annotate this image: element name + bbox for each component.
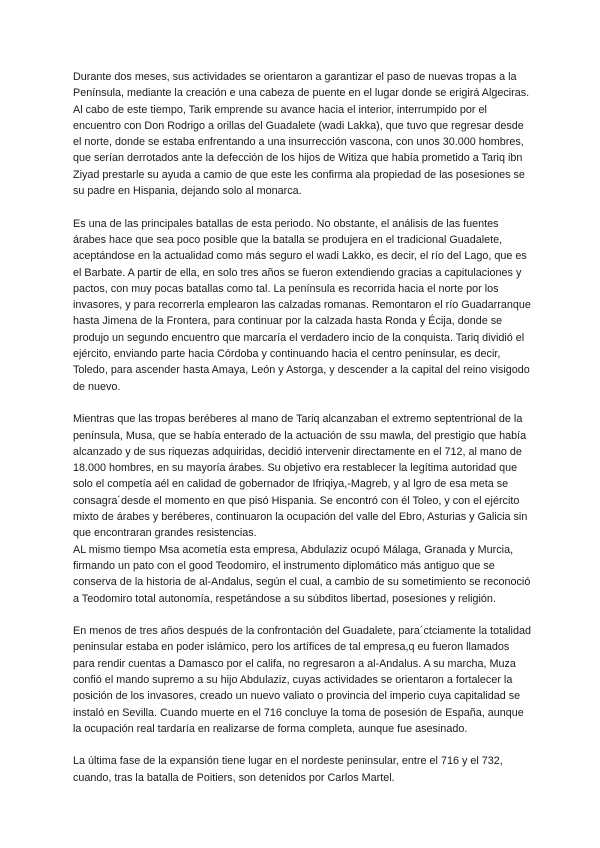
paragraph-final-phase: La última fase de la expansión tiene lugar en el nordeste peninsular, entre el 716 y el 732, cuando, tras la batalla de Poitiers, son detenidos por Carlos Martel. (73, 755, 503, 784)
paragraph-islamic-control: En menos de tres años después de la confrontación del Guadalete, para´ctciamente la totalidad peninsular estaba en poder islámico, pero los artífices de tal empresa,q eu fueron llamados para rendir cuentas a Damasco por el califa, no regresaron a al-Andalus. A su marcha, Muza confió el mando supremo a su hijo Abdulaziz, cuyas actividades se orientaron a fortalecer la posición de los invasores, creado un nuevo valiato o provincia del imperio cuya capitalidad se instaló en Sevilla. Cuando muerte en el 716 concluye la toma de posesión de España, aunque la ocupación real tardaría en realizarse de forma completa, aunque fue asesinado. (73, 625, 531, 735)
paragraph-conquest-start: Durante dos meses, sus actividades se orientaron a garantizar el paso de nuevas tropas a la Península, mediante la creación e una cabeza de puente en el lugar donde se erigirá Algeciras. Al cabo de este tiempo, Tarik emprende su avance hacia el interior, interrumpido por el encuentro con Don Rodrigo a orillas del Guadalete (wadi Lakka), que tuvo que regresar desde el norte, donde se estaba enfrentando a una insurrección vascona, con unos 30.000 hombres, que serían derrotados ante la defección de los hijos de Witiza que había prometido a Tariq ibn Ziyad prestarle su ayuda a camio de que este les confirma ala propiedad de las posesiones se su padre en Hispania, dejando solo al monarca. (73, 71, 530, 198)
document-body (73, 69, 533, 802)
paragraph-musa-intervention: Mientras que las tropas beréberes al mano de Tariq alcanzaban el extremo septentrional de la península, Musa, que se había enterado de la actuación de ssu mawla, del prestigio que había alcanzado y de sus riquezas adquiridas, decidió intervenir directamente en el 712, al mano de 18.000 hombres, en su mayoría árabes. Su objetivo era restablecer la legítima autoridad que solo el competía aél en calidad de gobernador de Ifriqiya,-Magreb, y al lgro de esa meta se consagra´desde el momento en que pisó Hispania. Se encontró con él Toleo, y con el ejército mixto de árabes y beréberes, continuaron la ocupación del valle del Ebro, Asturias y Galicia sin que encontraran grandes resistencias. AL mismo tiempo Msa acometía esta empresa, Abdulaziz ocupó Málaga, Granada y Murcia, firmando un pato con el good Teodomiro, el instrumento diplomático más antiguo que se conserva de la historia de al-Andalus, según el cual, a cambio de su sometimiento se reconoció a Teodomiro total autonomía, respetándose a su súbditos libertad, posesiones y religión. (73, 413, 531, 605)
paragraph-battle-analysis: Es una de las principales batallas de esta periodo. No obstante, el análisis de las fuentes árabes hace que sea poco posible que la batalla se produjera en el tradicional Guadalete, aceptándose en la actualidad como más seguro el wadi Lakko, es decir, el río del Lago, que es el Barbate. A partir de ella, en solo tres años se fueron extendiendo gracias a capitulaciones y pactos, con muy pocas batallas como tal. La península es recorrida hacia el norte por los invasores, y para recorrerla emplearon las calzadas romanas. Remontaron el río Guadarranque hasta Jimena de la Frontera, para continuar por la calzada hasta Ronda y Écija, donde se produjo un segundo encuentro que marcaría el verdadero incio de la conquista. Tariq dividió el ejército, enviando parte hacia Córdoba y continuando hacia el centro peninsular, es decir, Toledo, para ascender hasta Amaya, León y Astorga, y descender a la capital del reino visigodo de nuevo. (73, 217, 531, 393)
